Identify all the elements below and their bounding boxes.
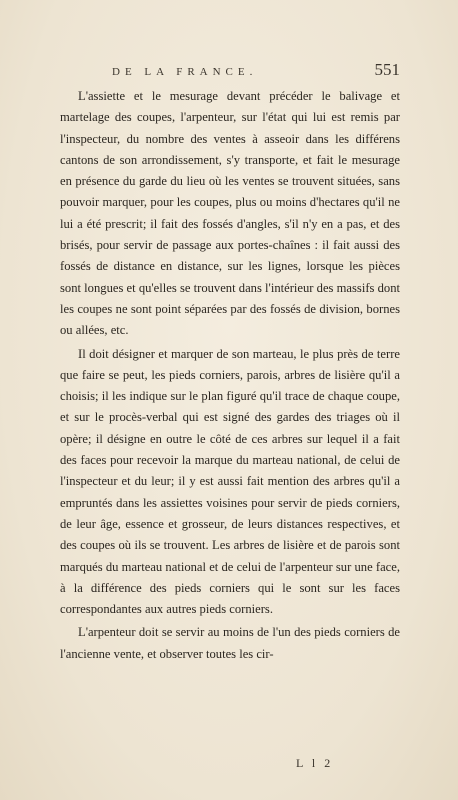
- page-header: [60, 60, 400, 82]
- paragraph-2: Il doit désigner et marquer de son marteau, le plus près de terre que faire se peut, les pieds corniers, parois, arbres de lisière qu'il a choisis; il les indique sur le plan figuré qu'il trace de chaque coupe, et sur le procès-verbal qui est signé des gardes des triages où il opère; il désigne en outre le côté de ces arbres sur lequel il a fait des faces pour recevoir la marque du marteau national, de celui de l'inspecteur et du leur; il y est aussi fait mention des arbres qu'il a empruntés dans les assiettes voisines pour servir de pieds corniers, de leur âge, essence et grosseur, de leurs distances respectives, et des coupes où ils se trouvent. Les arbres de lisière et de parois sont marqués du marteau national et de celui de l'arpenteur sur une face, à la différence des pieds corniers qui le sont sur les faces correspondantes aux autres pieds corniers.: [60, 346, 400, 617]
- body-text: [60, 86, 400, 665]
- paragraph-3: L'arpenteur doit se servir au moins de l'un des pieds corniers de l'ancienne vente, et observer toutes les cir-: [60, 625, 400, 661]
- page-number: 551: [374, 60, 400, 79]
- running-head: DE LA FRANCE.: [112, 66, 258, 78]
- signature-mark: L l 2: [296, 756, 334, 770]
- paragraph-1: L'assiette et le mesurage devant précéder le balivage et martelage des coupes, l'arpenteur, sur l'état qui lui est remis par l'inspecteur, du nombre des ventes à asseoir dans les différens cantons de son arrondissement, s'y transporte, et fait le mesurage en présence du garde du lieu où les ventes se trouvent situées, sans pouvoir marquer, pour les coupes, plus ou moins d'hectares qu'il ne lui a été prescrit; il fait des fossés d'angles, s'il n'y en a pas, et des brisés, pour servir de passage aux portes-chaînes : il fait aussi des fossés de distance en distance, sur les lignes, lorsque les pièces sont longues et qu'elles se trouvent dans l'intérieur des massifs dont les coupes ne sont point séparées par des fossés de division, bornes ou allées, etc.: [60, 89, 400, 338]
